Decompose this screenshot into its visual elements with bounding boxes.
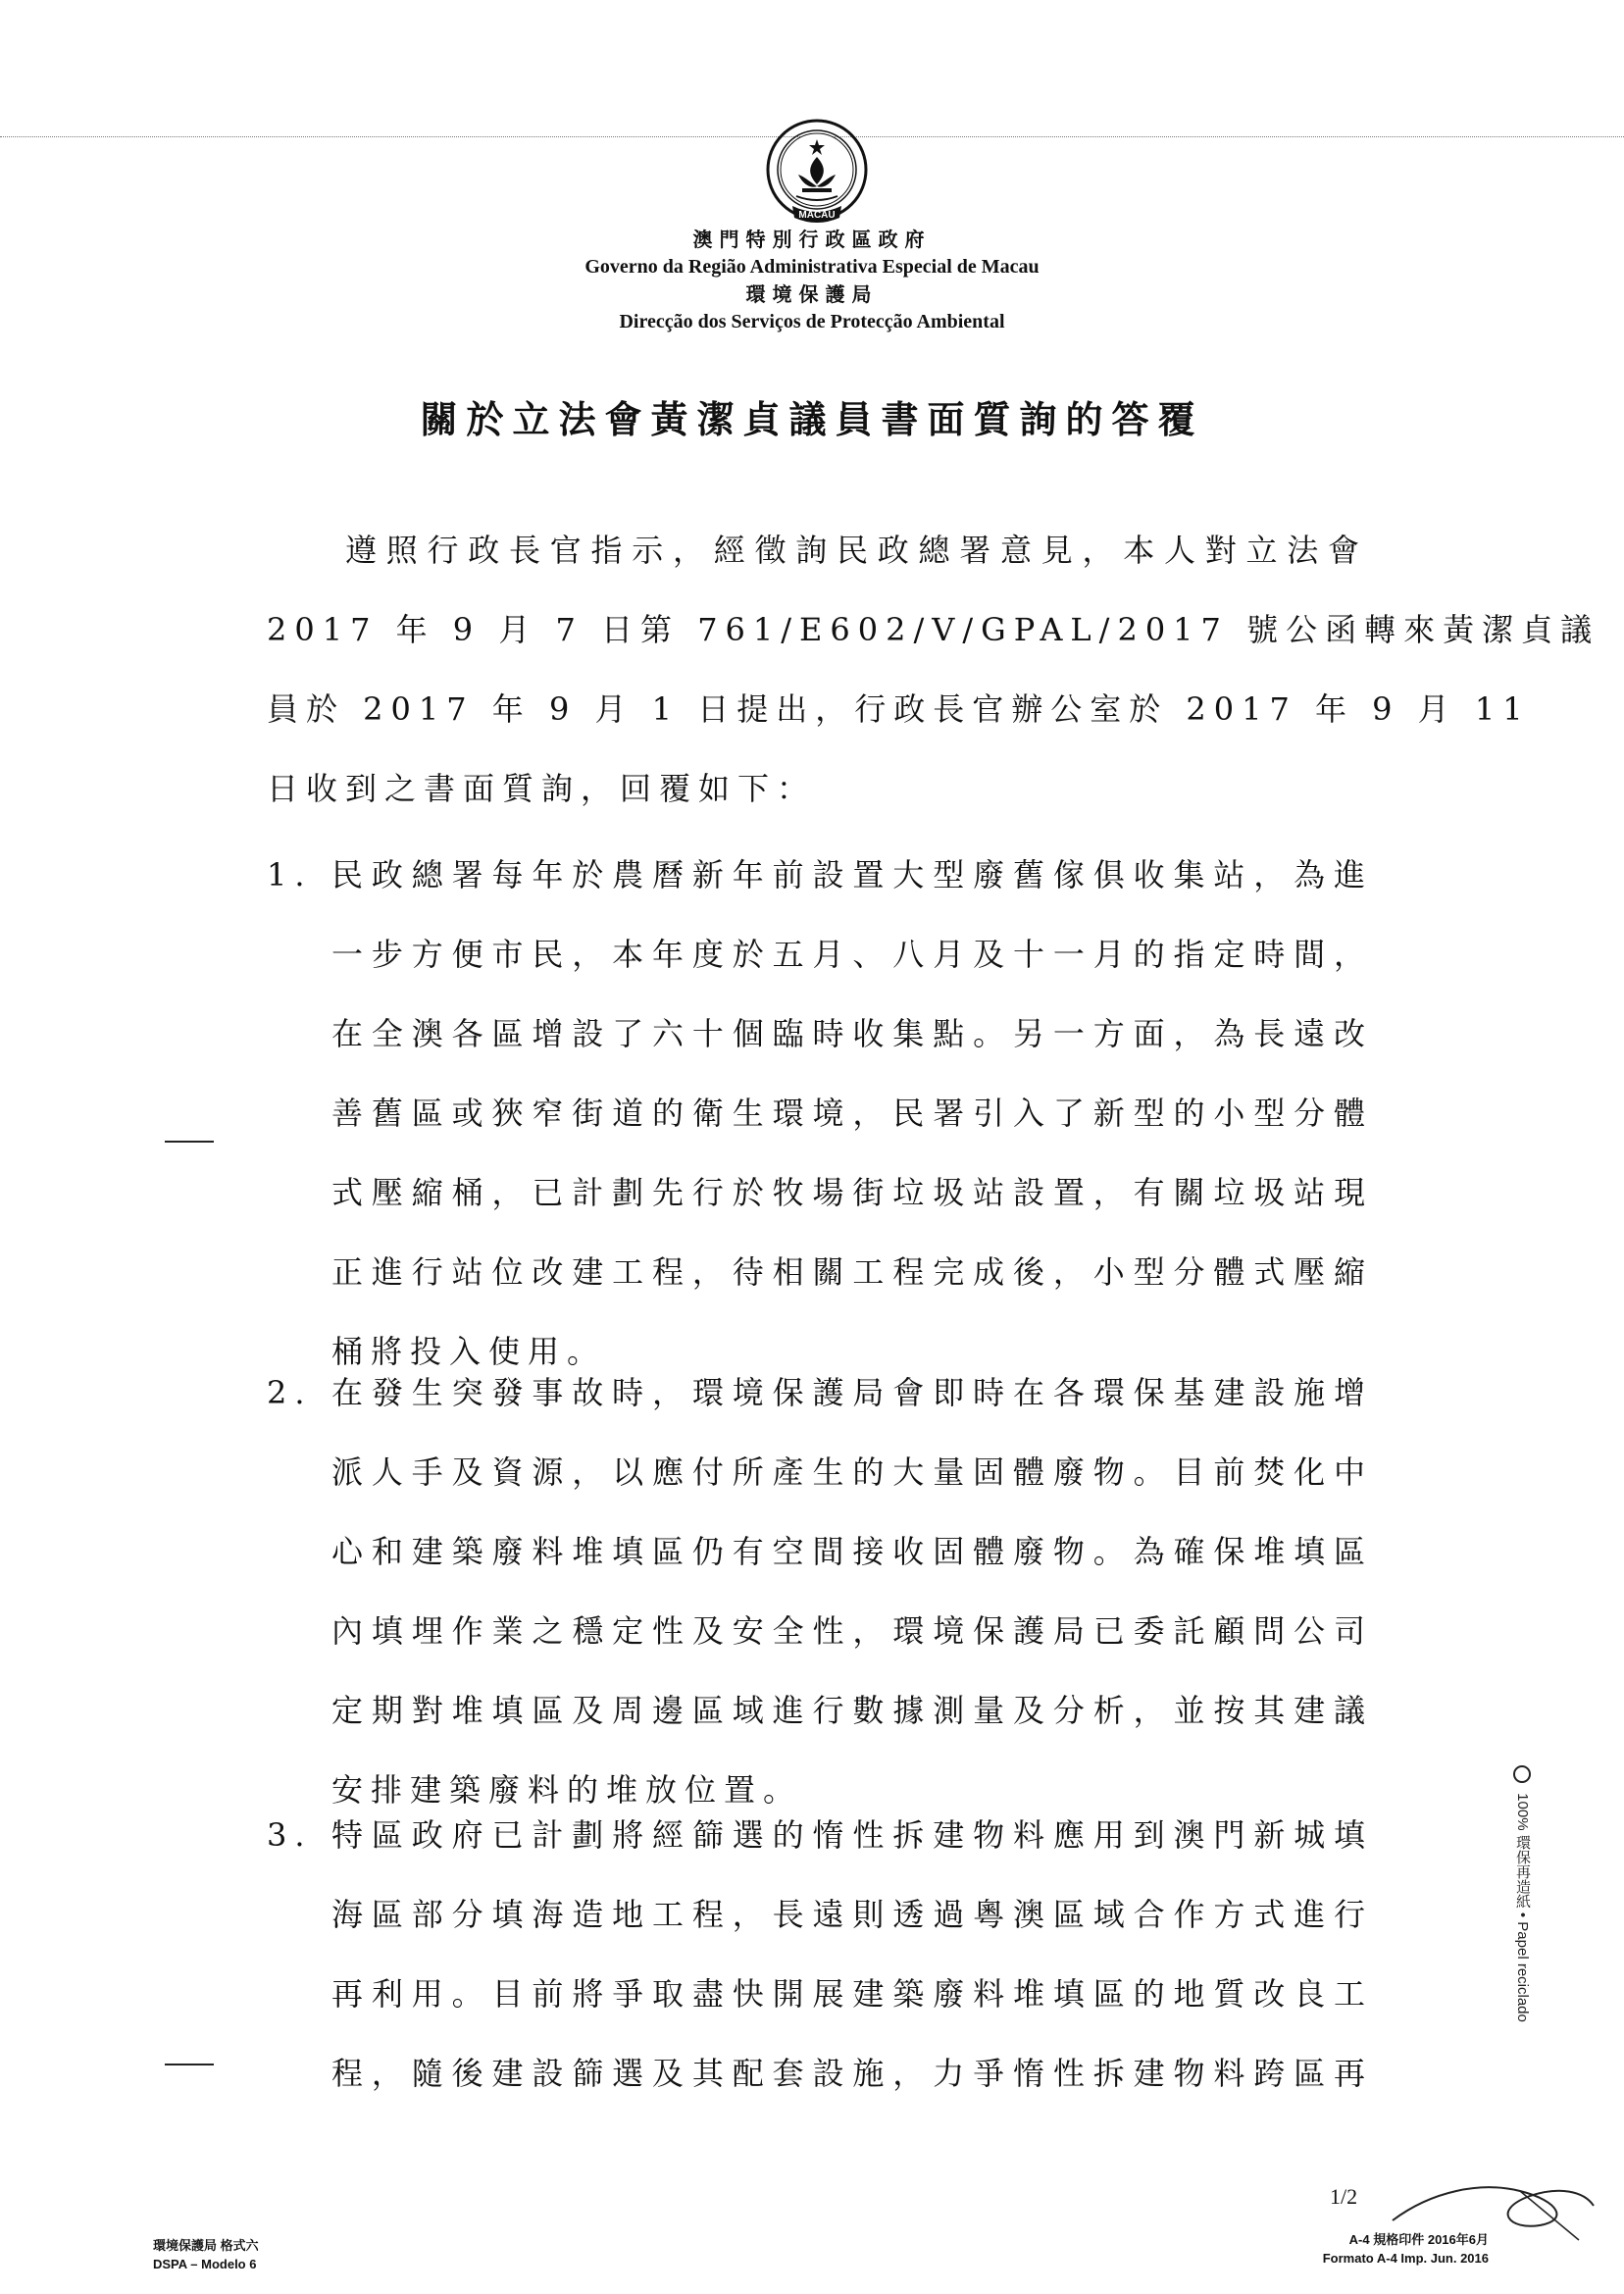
item-line: 內填埋作業之穩定性及安全性，環境保護局已委託顧問公司 <box>331 1612 1373 1650</box>
item-line: 心和建築廢料堆填區仍有空間接收固體廢物。為確保堆填區 <box>331 1533 1373 1570</box>
margin-fold-mark <box>165 1141 214 1143</box>
intro-line: 日收到之書面質詢，回覆如下： <box>267 770 817 807</box>
item-line: 在發生突發事故時，環境保護局會即時在各環保基建設施增 <box>331 1374 1373 1411</box>
item-number: 3. <box>267 1816 313 1854</box>
item-line: 桶將投入使用。 <box>331 1333 607 1370</box>
item-line: 海區部分填海造地工程，長遠則透過粵澳區域合作方式進行 <box>331 1896 1373 1933</box>
recycle-icon <box>1513 1765 1531 1783</box>
item-line: 一步方便市民，本年度於五月、八月及十一月的指定時間， <box>331 936 1373 973</box>
gov-name-zh: 澳門特別行政區政府 <box>692 228 932 251</box>
footer-print-info <box>1293 2230 1489 2268</box>
footer-form-code-pt: DSPA – Modelo 6 <box>153 2257 257 2271</box>
gov-name-pt: Governo da Região Administrativa Especial de Macau <box>584 256 1040 278</box>
item-line: 正進行站位改建工程，待相關工程完成後，小型分體式壓縮 <box>331 1253 1373 1291</box>
footer-form-code <box>153 2236 259 2273</box>
item-line: 派人手及資源，以應付所產生的大量固體廢物。目前焚化中 <box>331 1453 1373 1491</box>
intro-line: 2017 年 9 月 7 日第 761/E602/V/GPAL/2017 號公函轉來黃潔貞議 <box>267 611 1600 648</box>
answer-item-1 <box>267 851 1373 1407</box>
intro-line: 遵照行政長官指示，經徵詢民政總署意見，本人對立法會 <box>345 532 1367 569</box>
recycled-paper-note <box>1512 1765 1533 2022</box>
recycled-paper-text: 100% 環保再造紙 • Papel reciclado <box>1514 1793 1531 2022</box>
dept-name-zh: 環境保護局 <box>745 282 879 306</box>
answer-item-2 <box>267 1369 1373 1846</box>
item-line: 式壓縮桶，已計劃先行於牧場街垃圾站設置，有關垃圾站現 <box>331 1174 1373 1211</box>
item-line: 再利用。目前將爭取盡快開展建築廢料堆填區的地質改良工 <box>331 1975 1373 2013</box>
document-title: 關於立法會黃潔貞議員書面質詢的答覆 <box>420 397 1204 441</box>
macau-emblem-icon <box>763 116 871 231</box>
dept-name-pt: Direcção dos Serviços de Protecção Ambiental <box>619 311 1005 332</box>
item-line: 定期對堆填區及周邊區域進行數據測量及分析，並按其建議 <box>331 1692 1373 1729</box>
item-line: 善舊區或狹窄街道的衛生環境，民署引入了新型的小型分體 <box>331 1095 1373 1132</box>
answer-item-3 <box>267 1811 1373 2129</box>
intro-line: 員於 2017 年 9 月 1 日提出，行政長官辦公室於 2017 年 9 月 11 <box>267 690 1531 728</box>
footer-form-code-zh: 環境保護局 格式六 <box>153 2238 259 2253</box>
letterhead <box>420 226 1204 335</box>
item-line: 在全澳各區增設了六十個臨時收集點。另一方面，為長遠改 <box>331 1015 1373 1052</box>
intro-paragraph <box>267 527 1600 844</box>
item-number: 1. <box>267 856 313 893</box>
item-number: 2. <box>267 1374 313 1411</box>
footer-print-info-zh: A-4 規格印件 2016年6月 <box>1348 2232 1489 2247</box>
item-line: 安排建築廢料的堆放位置。 <box>331 1771 803 1809</box>
emblem-text: MACAU <box>798 210 836 221</box>
item-line: 民政總署每年於農曆新年前設置大型廢舊傢俱收集站，為進 <box>331 856 1373 893</box>
item-line: 程，隨後建設篩選及其配套設施，力爭惰性拆建物料跨區再 <box>331 2055 1373 2092</box>
footer-print-info-pt: Formato A-4 Imp. Jun. 2016 <box>1322 2251 1489 2266</box>
item-line: 特區政府已計劃將經篩選的惰性拆建物料應用到澳門新城填 <box>331 1816 1373 1854</box>
page-number: 1/2 <box>1330 2184 1358 2209</box>
margin-fold-mark <box>165 2064 214 2065</box>
